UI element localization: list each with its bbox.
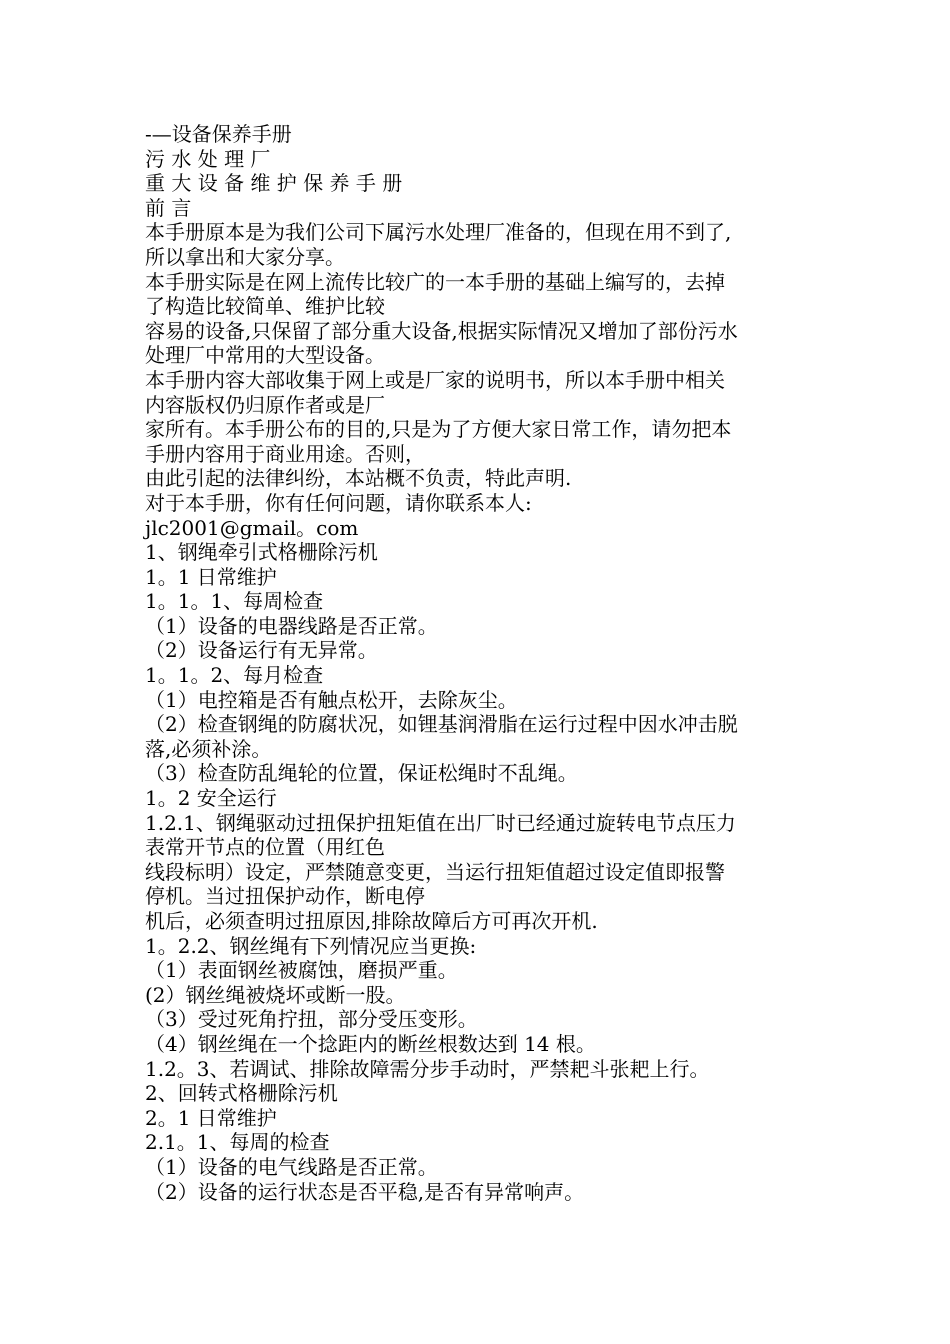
list-item: (2）钢丝绳被烧坏或断一股。 <box>145 982 406 1007</box>
section-heading: 1、钢绳牵引式格栅除污机 <box>145 540 378 565</box>
text-line: 1.2。3、若调试、排除故障需分步手动时，严禁耙斗张耙上行。 <box>145 1056 710 1081</box>
text-line: 所以拿出和大家分享。 <box>145 244 345 269</box>
list-item: （2）设备的运行状态是否平稳,是否有异常响声。 <box>145 1179 585 1204</box>
document-body <box>145 122 817 1204</box>
text-line: 由此引起的法律纠纷，本站概不负责，特此声明. <box>145 466 572 491</box>
text-line: 停机。当过扭保护动作，断电停 <box>145 884 425 909</box>
text-line: 手册内容用于商业用途。否则， <box>145 441 425 466</box>
subsection-heading: 1。1。1、每周检查 <box>145 589 324 614</box>
text-line: 容易的设备,只保留了部分重大设备,根据实际情况又增加了部份污水 <box>145 318 738 343</box>
section-heading: 2、回转式格栅除污机 <box>145 1081 338 1106</box>
text-line: 对于本手册，你有任何问题，请你联系本人: <box>145 490 532 515</box>
list-item: 落,必须补涂。 <box>145 736 272 761</box>
list-item: （3）受过死角拧扭，部分受压变形。 <box>145 1007 478 1032</box>
list-item: （1）设备的电器线路是否正常。 <box>145 613 438 638</box>
list-item: （3）检查防乱绳轮的位置，保证松绳时不乱绳。 <box>145 761 578 786</box>
text-line: 1.2.1、钢绳驱动过扭保护扭矩值在出厂时已经通过旋转电节点压力 <box>145 810 736 835</box>
text-line: 本手册内容大部收集于网上或是厂家的说明书，所以本手册中相关 <box>145 367 725 392</box>
list-item: （2）检查钢绳的防腐状况，如锂基润滑脂在运行过程中因水冲击脱 <box>145 712 738 737</box>
plant-name: 污 水 处 理 厂 <box>145 146 271 171</box>
text-line: 本手册实际是在网上流传比较广的一本手册的基础上编写的，去掉 <box>145 269 725 294</box>
text-line: 机后，必须查明过扭原因,排除故障后方可再次开机. <box>145 909 598 933</box>
subsection-heading: 1。1。2、每月检查 <box>145 663 324 688</box>
text-line: 本手册原本是为我们公司下属污水处理厂准备的，但现在用不到了, <box>145 220 732 245</box>
text-line: 了构造比较简单、维护比较 <box>145 294 385 319</box>
list-item: （1）表面钢丝被腐蚀，磨损严重。 <box>145 958 458 983</box>
doc-title: -—设备保养手册 <box>145 122 292 146</box>
list-item: （1）电控箱是否有触点松开，去除灰尘。 <box>145 687 518 712</box>
subsection-heading: 2。1 日常维护 <box>145 1105 277 1130</box>
subsection-heading: 1。1 日常维护 <box>145 564 277 589</box>
list-item: （4）钢丝绳在一个捻距内的断丝根数达到 14 根。 <box>145 1031 596 1056</box>
subsection-heading: 2.1。1、每周的检查 <box>145 1130 330 1155</box>
manual-title: 重 大 设 备 维 护 保 养 手 册 <box>145 171 403 196</box>
list-item: （1）设备的电气线路是否正常。 <box>145 1154 438 1179</box>
subsection-heading: 1。2 安全运行 <box>145 786 277 811</box>
contact-email: jlc2001@gmail。com <box>145 515 359 540</box>
list-item: （2）设备运行有无异常。 <box>145 638 378 663</box>
text-line: 处理厂中常用的大型设备。 <box>145 343 385 368</box>
text-line: 家所有。本手册公布的目的,只是为了方便大家日常工作，请勿把本 <box>145 417 732 442</box>
subsection-heading: 1。2.2、钢丝绳有下列情况应当更换: <box>145 933 477 958</box>
text-line: 表常开节点的位置（用红色 <box>145 835 385 860</box>
text-line: 内容版权仍归原作者或是厂 <box>145 392 385 417</box>
text-line: 线段标明）设定，严禁随意变更，当运行扭矩值超过设定值即报警 <box>145 859 725 884</box>
preface-heading: 前 言 <box>145 195 192 220</box>
